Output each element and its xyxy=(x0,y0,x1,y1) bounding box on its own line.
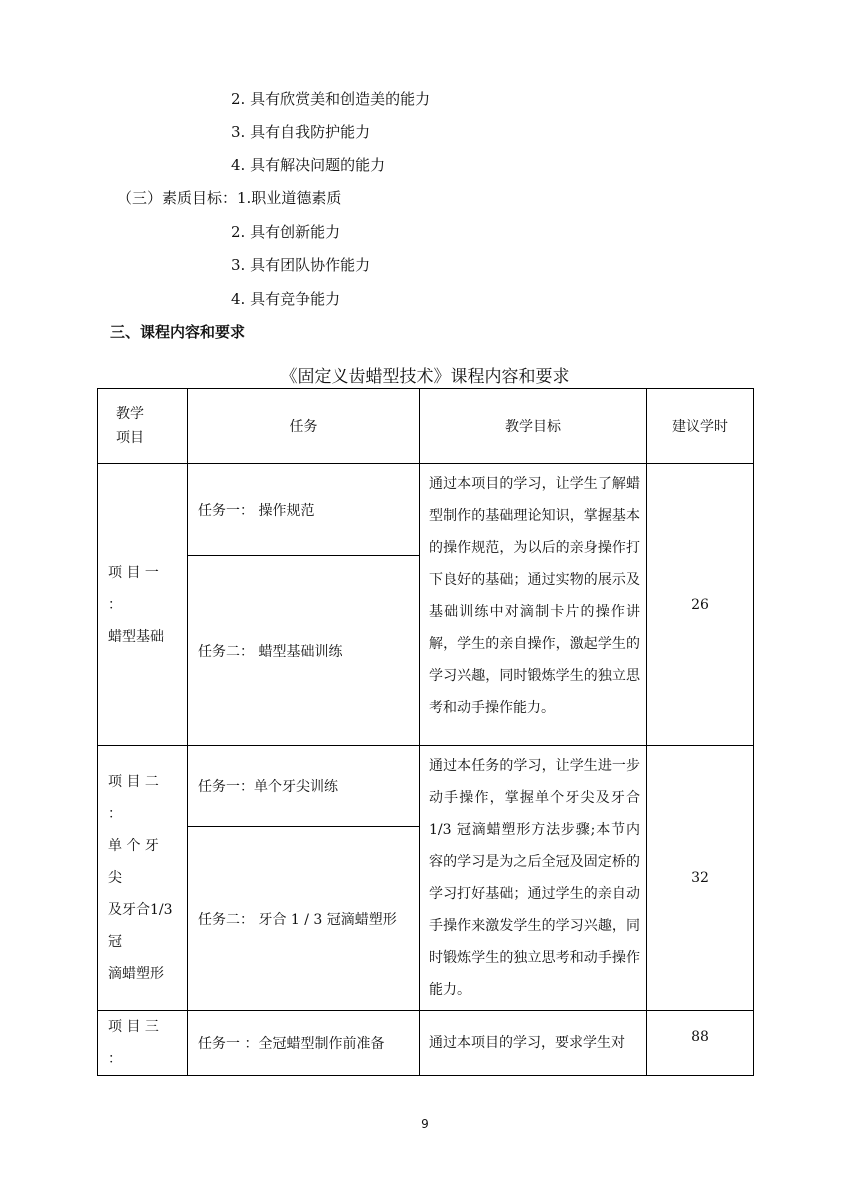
header-task: 任务 xyxy=(188,389,420,464)
header-goal: 教学目标 xyxy=(420,389,647,464)
table-header-row xyxy=(98,389,754,464)
hours-cell: 26 xyxy=(647,464,754,746)
ability-item-3: 3. 具有自我防护能力 xyxy=(231,123,371,141)
ability-item-4: 4. 具有解决问题的能力 xyxy=(231,156,386,174)
hours-cell: 88 xyxy=(647,1011,754,1076)
goal-cell: 通过本项目的学习，让学生了解蜡型制作的基础理论知识，掌握基本的操作规范，为以后的亲身操作打下良好的基础；通过实物的展示及基础训练中对滴制卡片的操作讲解，学生的亲自操作，激起学生的学习兴趣，同时锻炼学生的独立思考和动手操作能力。 xyxy=(420,464,647,746)
course-content-table xyxy=(97,388,754,1076)
table-row xyxy=(98,746,754,827)
goal-cell: 通过本任务的学习，让学生进一步动手操作，掌握单个牙尖及牙合 1/3 冠滴蜡塑形方法步骤;本节内容的学习是为之后全冠及固定桥的学习打好基础；通过学生的亲自动手操作来激发学生的学习兴趣，同时锻炼学生的独立思考和动手操作能力。 xyxy=(420,746,647,1011)
hours-cell: 32 xyxy=(647,746,754,1011)
header-project: 教学 项目 xyxy=(98,389,188,464)
header-hours: 建议学时 xyxy=(647,389,754,464)
project-cell: 项 目 二 ： 单 个 牙 尖 及牙合1/3 冠 滴蜡塑形 xyxy=(98,746,188,1011)
task-cell: 任务一 ：全冠蜡型制作前准备 xyxy=(188,1011,420,1076)
task-cell: 任务一： 操作规范 xyxy=(188,464,420,556)
quality-goal-label: （三）素质目标：1.职业道德素质 xyxy=(117,189,342,207)
table-row xyxy=(98,1011,754,1076)
table-row xyxy=(98,464,754,556)
project-cell: 项 目 一 ： 蜡型基础 xyxy=(98,464,188,746)
task-cell: 任务二： 蜡型基础训练 xyxy=(188,556,420,746)
ability-item-2: 2. 具有欣赏美和创造美的能力 xyxy=(231,90,431,108)
goal-cell: 通过本项目的学习，要求学生对 xyxy=(420,1011,647,1076)
task-cell: 任务一：单个牙尖训练 xyxy=(188,746,420,827)
table-caption: 《固定义齿蜡型技术》课程内容和要求 xyxy=(280,367,570,387)
quality-item-2: 2. 具有创新能力 xyxy=(231,223,341,241)
project-cell: 项 目 三 ： xyxy=(98,1011,188,1076)
quality-item-3: 3. 具有团队协作能力 xyxy=(231,256,371,274)
quality-item-4: 4. 具有竞争能力 xyxy=(231,290,341,308)
section-heading: 三、课程内容和要求 xyxy=(110,323,246,341)
task-cell: 任务二： 牙合 1 / 3 冠滴蜡塑形 xyxy=(188,827,420,1011)
page-number: 9 xyxy=(421,1117,429,1131)
